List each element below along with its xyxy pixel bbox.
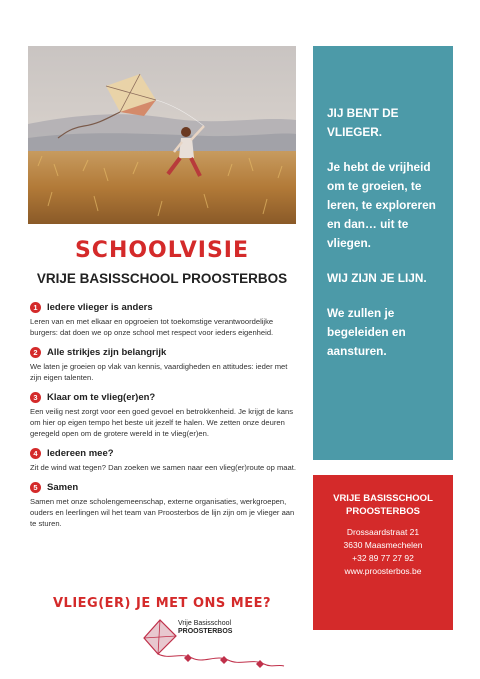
vision-item [30,482,298,529]
panel-statement-3: WIJ ZIJN JE LIJN. [327,271,427,285]
contact-title: VRIJE BASISSCHOOL PROOSTERBOS [333,493,433,517]
panel-statement-2: Je hebt de vrijheid om te groeien, te leren, te exploreren en dan… uit te vliegen. [327,160,436,250]
vision-item-heading: Klaar om te vlieg(er)en? [47,392,156,403]
panel-statement-1: JIJ BENT DE VLIEGER. [327,106,399,139]
vision-item-text: We laten je groeien op vlak van kennis, vaardigheden en attitudes: ieder met zijn eigen talenten. [30,362,288,382]
vision-item-heading: Samen [47,482,79,493]
number-badge: 5 [30,482,41,493]
number-badge: 4 [30,448,41,459]
contact-phone: +32 89 77 27 92 [352,553,414,563]
vision-item-text: Leren van en met elkaar en opgroeien tot toekomstige verantwoordelijke burgers: dat doen we op onze school met respect voor ieders eigenheid. [30,317,274,337]
number-badge: 1 [30,302,41,313]
vision-item-text: Zit de wind wat tegen? Dan zoeken we samen naar een vlieg(er)route op maat. [30,463,296,472]
vision-item [30,392,298,439]
contact-city: 3630 Maasmechelen [343,540,423,550]
panel-statement-4: We zullen je begeleiden en aansturen. [327,306,406,358]
vision-item-text: Samen met onze scholengemeenschap, externe organisaties, werkgroepen, ouders en leerlingen wil het team van Proosterbos de lijn zijn om je vlieger aan te sturen. [30,497,295,528]
vision-item-heading: Iedereen mee? [47,448,114,459]
logo-line-1: Vrije Basisschool [178,620,232,627]
vision-item-heading: Iedere vlieger is anders [47,302,153,313]
hero-photo [28,46,296,224]
school-logo [140,614,290,670]
vision-list [30,302,298,538]
slogan: VLIEG(ER) JE MET ONS MEE? [52,596,272,611]
vision-item [30,347,298,383]
vision-item-text: Een veilig nest zorgt voor een goed gevoel en betrokkenheid. Je krijgt de kans om hier op eigen tempo het beste uit jezelf te halen. We zetten onze deuren geregeld open om de grotere wereld in te vlieg(er)en. [30,407,293,438]
contact-block [313,475,453,630]
number-badge: 3 [30,392,41,403]
logo-line-2: PROOSTERBOS [178,628,233,635]
vision-panel [313,46,453,460]
page-title: SCHOOLVISIE [74,238,250,263]
number-badge: 2 [30,347,41,358]
vision-item-heading: Alle strikjes zijn belangrijk [47,347,167,358]
contact-street: Drossaardstraat 21 [346,527,420,537]
school-name-subtitle: VRIJE BASISSCHOOL PROOSTERBOS [36,271,288,286]
vision-item [30,302,298,338]
contact-website: www.proosterbos.be [344,566,422,576]
vision-item [30,448,298,473]
